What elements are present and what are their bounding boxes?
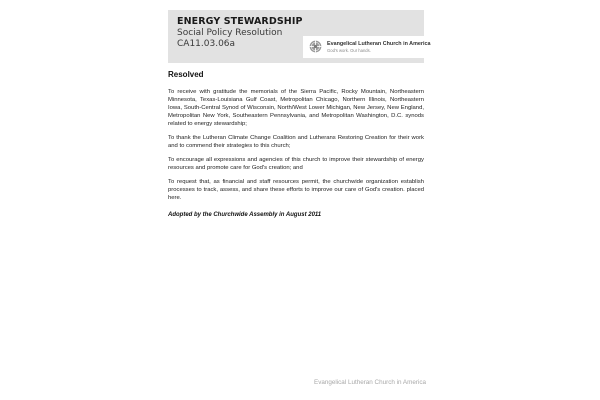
adoption-note: Adopted by the Churchwide Assembly in August 2011 (168, 212, 322, 218)
resolution-paragraph: To thank the Lutheran Climate Change Coalition and Lutherans Restoring Creation for their work and to commend their strategies to this church; (168, 135, 424, 149)
elca-cross-emblem-icon (309, 40, 322, 53)
resolution-body (168, 70, 424, 208)
resolution-paragraph: To encourage all expressions and agencies of this church to improve their stewardship of energy resources and promote care for God's creation; and (168, 157, 424, 171)
document-title: ENERGY STEWARDSHIP (177, 16, 303, 27)
resolution-paragraph: To request that, as financial and staff resources permit, the churchwide organization establish processes to track, assess, and share these efforts to improve our care of God's creation. placed here. (168, 179, 424, 201)
section-heading-resolved: Resolved (168, 70, 204, 79)
document-subtitle: Social Policy Resolution (177, 28, 283, 38)
document-code: CA11.03.06a (177, 39, 236, 49)
elca-logo (303, 36, 431, 58)
logo-organization-name: Evangelical Lutheran Church in America (327, 41, 431, 47)
page-footer: Evangelical Lutheran Church in America (314, 379, 427, 386)
logo-tagline: God's work. Our hands. (327, 48, 371, 53)
resolution-paragraph: To receive with gratitude the memorials of the Sierra Pacific, Rocky Mountain, Northeastern Minnesota, Texas-Louisiana Gulf Coast, Metropolitan Chicago, Northern Illinois, Northeastern Iowa, South-Central Synod of Wisconsin, North/West Lower Michigan, New Jersey, New England, Metropolitan New York, Southeastern Pennsylvania, and Metropolitan Washington, D.C. synods related to energy stewardship; (168, 89, 424, 127)
document-header (168, 10, 431, 63)
